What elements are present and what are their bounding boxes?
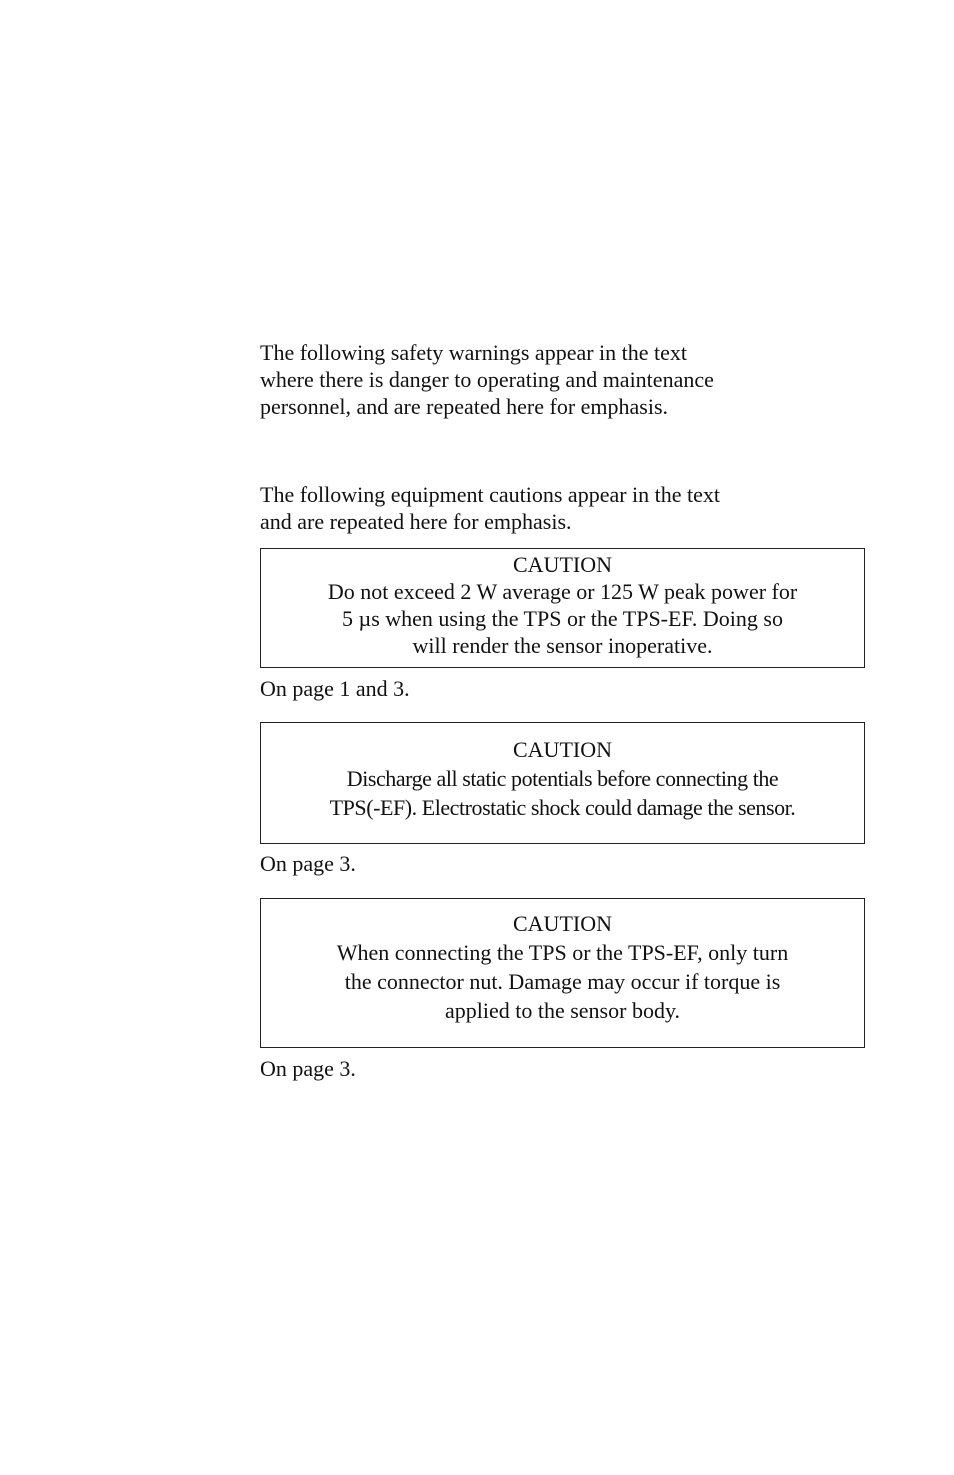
caution-box-power-limit	[260, 548, 865, 668]
intro-line: and are repeated here for emphasis.	[260, 509, 572, 534]
caution-text-line: Do not exceed 2 W average or 125 W peak power for	[327, 579, 798, 604]
caution-text-line: applied to the sensor body.	[444, 998, 681, 1023]
caution-page-reference: On page 3.	[260, 1056, 356, 1081]
caution-box-static-discharge	[260, 722, 865, 844]
caution-text-line: When connecting the TPS or the TPS-EF, only turn	[336, 940, 789, 965]
caution-page-reference: On page 3.	[260, 851, 356, 876]
intro-line: The following equipment cautions appear in the text	[260, 482, 721, 507]
caution-text-line: Discharge all static potentials before connecting the	[346, 766, 779, 791]
intro-line: The following safety warnings appear in the text	[260, 340, 688, 365]
caution-text-line: the connector nut. Damage may occur if torque is	[344, 969, 781, 994]
caution-text-line: will render the sensor inoperative.	[412, 633, 713, 658]
caution-title: CAUTION	[513, 911, 612, 936]
caution-title: CAUTION	[513, 737, 612, 762]
equipment-cautions-intro	[260, 481, 860, 535]
caution-text-line: 5 µs when using the TPS or the TPS-EF. Doing so	[342, 606, 783, 631]
caution-title: CAUTION	[513, 552, 612, 577]
caution-box-connector-torque	[260, 898, 865, 1048]
caution-page-reference: On page 1 and 3.	[260, 676, 410, 701]
intro-line: where there is danger to operating and maintenance	[260, 367, 714, 392]
safety-warnings-intro	[260, 339, 860, 420]
caution-text-line: TPS(-EF). Electrostatic shock could damage the sensor.	[329, 795, 796, 820]
intro-line: personnel, and are repeated here for emphasis.	[260, 394, 669, 419]
